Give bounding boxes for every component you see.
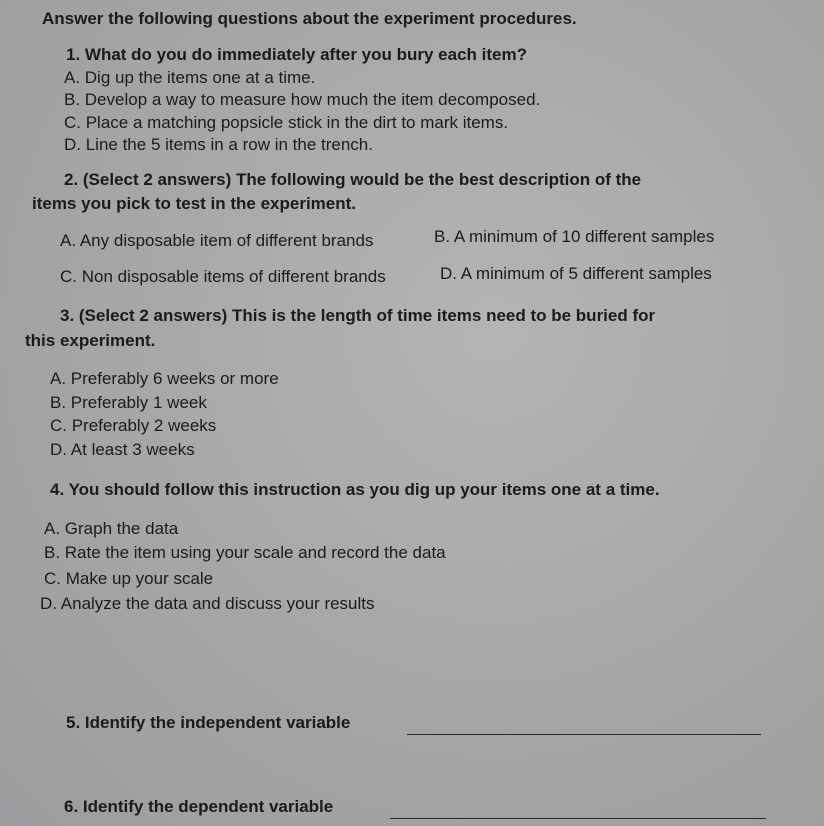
question-2-text-line1: 2. (Select 2 answers) The following would be the best description of the: [64, 170, 642, 189]
question-1-option-a[interactable]: A. Dig up the items one at a time.: [64, 68, 316, 87]
question-3-text-line1: 3. (Select 2 answers) This is the length of time items need to be buried for: [60, 306, 656, 325]
question-5-answer-line[interactable]: [407, 734, 761, 735]
question-4-option-c[interactable]: C. Make up your scale: [44, 569, 214, 588]
question-2-text-line2: items you pick to test in the experiment.: [32, 194, 357, 213]
question-3-text-line2: this experiment.: [25, 331, 156, 350]
worksheet-intro: Answer the following questions about the experiment procedures.: [42, 9, 577, 28]
question-3-option-b[interactable]: B. Preferably 1 week: [50, 393, 207, 412]
question-6-answer-line[interactable]: [390, 818, 766, 819]
question-4-option-b[interactable]: B. Rate the item using your scale and record the data: [44, 543, 446, 562]
question-3-option-d[interactable]: D. At least 3 weeks: [50, 440, 195, 459]
question-1-option-b[interactable]: B. Develop a way to measure how much the item decomposed.: [64, 90, 541, 109]
question-2-option-c[interactable]: C. Non disposable items of different brands: [60, 267, 386, 286]
question-5-text: 5. Identify the independent variable: [66, 713, 351, 732]
question-2-option-d[interactable]: D. A minimum of 5 different samples: [440, 264, 712, 283]
question-4-option-a[interactable]: A. Graph the data: [44, 519, 179, 538]
question-4-text: 4. You should follow this instruction as you dig up your items one at a time.: [50, 480, 660, 499]
question-6-text: 6. Identify the dependent variable: [64, 797, 334, 816]
question-3-option-c[interactable]: C. Preferably 2 weeks: [50, 416, 217, 435]
question-4-option-d[interactable]: D. Analyze the data and discuss your results: [40, 594, 375, 613]
question-2-option-a[interactable]: A. Any disposable item of different brands: [60, 231, 374, 250]
question-1-option-c[interactable]: C. Place a matching popsicle stick in the dirt to mark items.: [64, 113, 509, 132]
question-1-option-d[interactable]: D. Line the 5 items in a row in the trench.: [64, 135, 373, 154]
question-3-option-a[interactable]: A. Preferably 6 weeks or more: [50, 369, 279, 388]
question-2-option-b[interactable]: B. A minimum of 10 different samples: [434, 227, 715, 246]
question-1-text: 1. What do you do immediately after you bury each item?: [66, 45, 527, 64]
